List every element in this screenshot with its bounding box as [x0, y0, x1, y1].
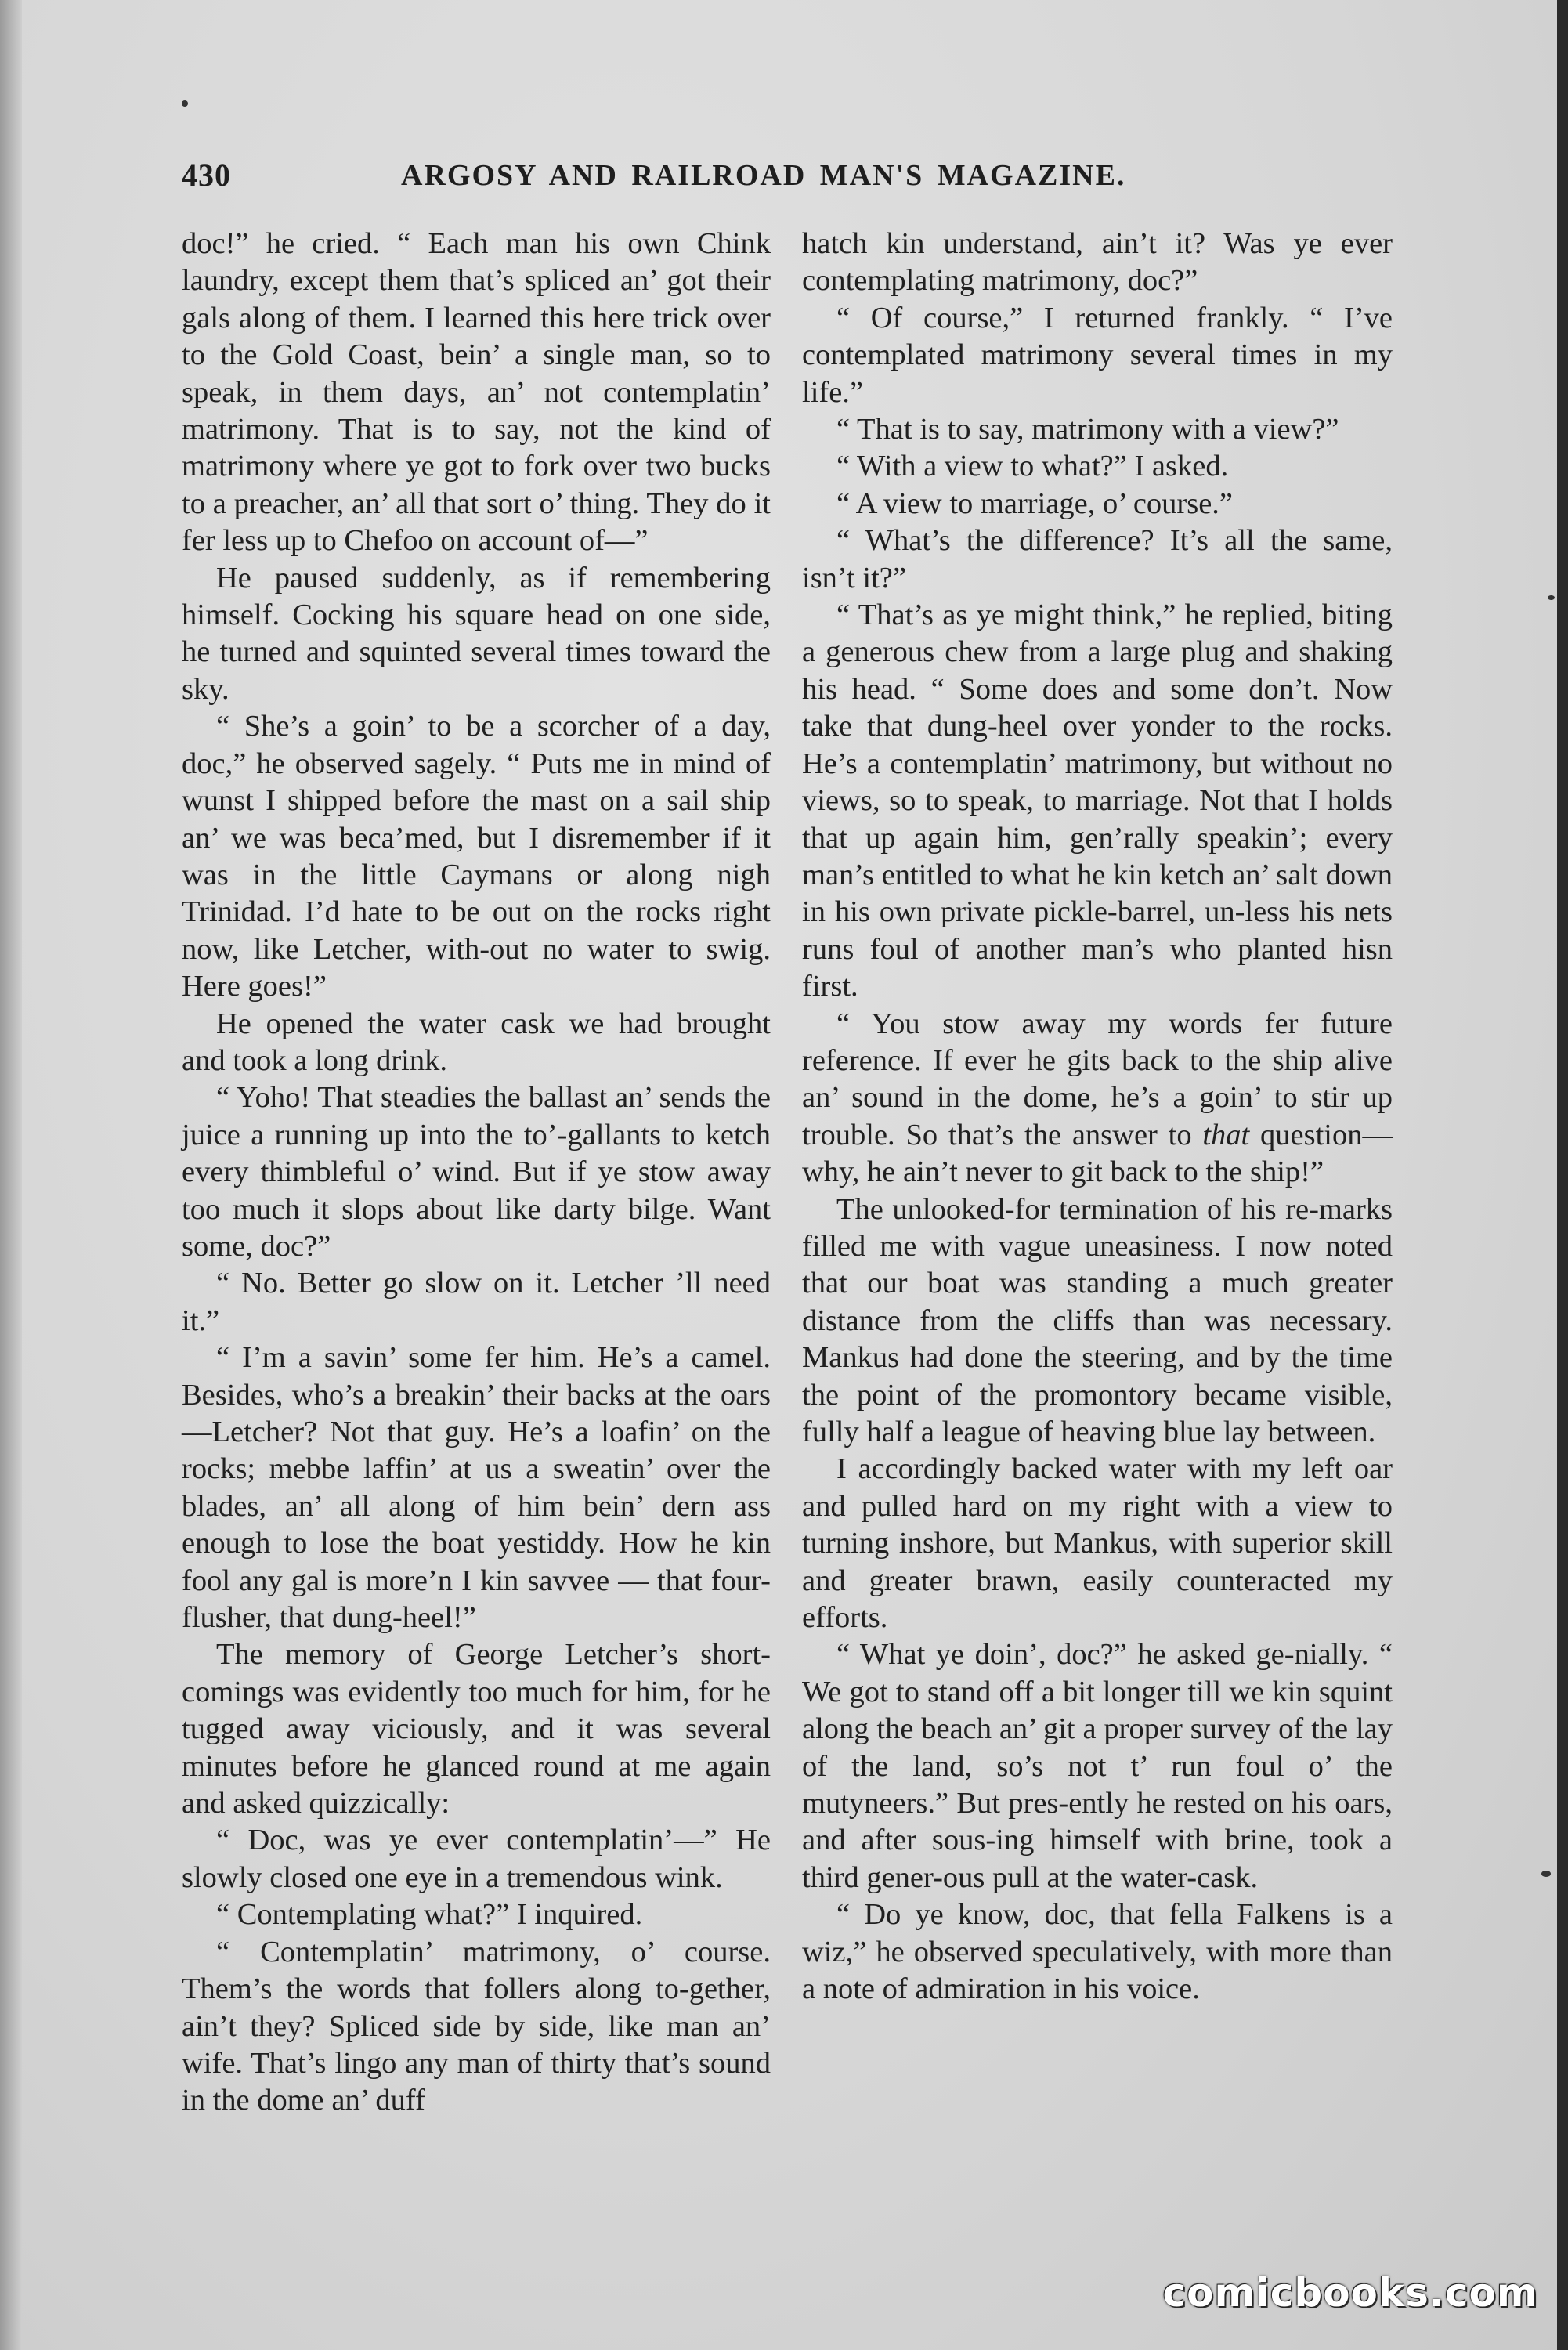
paragraph: The unlooked-for termination of his re-marks filled me with vague uneasiness. I now noted that our boat was standing a much greater distance from the cliffs than was necessary. Mankus had done the steering, and by the time the point of the promontory became visible, fully half a league of heaving blue lay between. [802, 1192, 1393, 1448]
paragraph: “ Contemplating what?” I inquired. [216, 1898, 643, 1932]
emphasized-word: that [1202, 1118, 1250, 1152]
paragraph: He opened the water cask we had brought and took a long drink. [182, 1007, 771, 1077]
ink-speck [1548, 595, 1555, 600]
paragraph: “ Do ye know, doc, that fella Falkens is a wiz,” he observed speculatively, with more than a note of admiration in his voice. [802, 1898, 1393, 2006]
paragraph: “ I’m a savin’ some fer him. He’s a camel. Besides, who’s a breakin’ their backs at the oars—Letcher? Not that guy. He’s a loafin’ on the rocks; mebbe laffin’ at us a sweatin’ over the blades, an’ all along of him bein’ dern ass enough to lose the boat yestiddy. How he kin fool any gal is more’n I kin savvee — that four-flusher, that dung-heel!” [182, 1341, 771, 1635]
watermark: comicbooks.com [1162, 2270, 1538, 2316]
paragraph: “ What ye doin’, doc?” he asked ge-nially. “ We got to stand off a bit longer till we kin squint along the beach an’ git a proper survey of the lay of the land, so’s not t’ run foul o’ the mutyneers.” But pres-ently he rested on his oars, and after sous-ing himself with brine, took a third gener-ous pull at the water-cask. [802, 1638, 1393, 1894]
paragraph: He paused suddenly, as if remembering himself. Cocking his square head on one side, he turned and squinted several times toward the sky. [182, 561, 771, 706]
running-title: ARGOSY AND RAILROAD MAN'S MAGAZINE. [401, 159, 1126, 192]
paragraph: “ Doc, was ye ever contemplatin’—” He slowly closed one eye in a tremendous wink. [182, 1824, 771, 1894]
page-right-border [1557, 0, 1568, 2350]
paragraph: “ No. Better go slow on it. Letcher ’ll need it.” [182, 1267, 771, 1337]
paragraph: “ What’s the difference? It’s all the same, isn’t it?” [802, 524, 1393, 595]
paragraph: The memory of George Letcher’s short-comings was evidently too much for him, for he tugged away viciously, and it was several minutes before he glanced round at me again and asked quizzically: [182, 1638, 771, 1820]
paragraph [802, 1006, 1393, 1191]
paragraph: “ Of course,” I returned frankly. “ I’ve contemplated matrimony several times in my life.” [802, 301, 1393, 409]
right-column [802, 226, 1393, 2008]
paragraph-text: “ You stow away my words fer future reference. If ever he gits back to the ship alive an’ sound in the dome, he’s a goin’ to stir up trouble. So that’s the answer to [802, 1007, 1393, 1152]
paragraph: doc!” he cried. “ Each man his own Chink laundry, except them that’s spliced an’ got their gals along of them. I learned this here trick over to the Gold Coast, bein’ a single man, so to speak, in them days, an’ not contemplatin’ matrimony. That is to say, not the kind of matrimony where ye got to fork over two bucks to a preacher, an’ all that sort o’ thing. They do it fer less up to Chefoo on account of—” [182, 227, 771, 558]
paragraph: “ With a view to what?” I asked. [836, 450, 1229, 483]
paragraph: hatch kin understand, ain’t it? Was ye ever contemplating matrimony, doc?” [802, 227, 1393, 298]
paragraph: I accordingly backed water with my left oar and pulled hard on my right with a view to turning inshore, but Mankus, with superior skill and greater brawn, easily counteracted my efforts. [802, 1452, 1393, 1635]
paragraph: “ Contemplatin’ matrimony, o’ course. Them’s the words that follers along to-gether, ain’t they? Spliced side by side, like man an’ wife. That’s lingo any man of thirty that’s sound in the dome an’ duff [182, 1935, 771, 2117]
paragraph: “ She’s a goin’ to be a scorcher of a day, doc,” he observed sagely. “ Puts me in mind of wunst I shipped before the mast on a sail ship an’ we was beca’med, but I disremember if it was in the little Caymans or along nigh Trinidad. I’d hate to be out on the rocks right now, like Letcher, with-out no water to swig. Here goes!” [182, 710, 771, 1003]
page-header [182, 157, 1388, 204]
page-binding-edge [0, 0, 22, 2350]
paragraph: “ A view to marriage, o’ course.” [836, 486, 1234, 520]
paragraph-text: question—why, he ain’t never to git back to the ship!” [802, 1118, 1393, 1189]
paragraph: “ Yoho! That steadies the ballast an’ sends the juice a running up into the to’-gallants to ketch every thimbleful o’ wind. But if ye stow away too much it slops about like darty bilge. Want some, doc?” [182, 1081, 771, 1263]
paragraph: “ That’s as ye might think,” he replied, biting a generous chew from a large plug and shaking his head. “ Some does and some don’t. Now take that dung-heel over yonder to the rocks. He’s a contemplatin’ matrimony, but without no views, so to speak, to marriage. Not that I holds that up again him, gen’rally speakin’; every man’s entitled to what he kin ketch an’ salt down in his own private pickle-barrel, un-less his nets runs foul of another man’s who planted hisn first. [802, 598, 1393, 1003]
left-column [182, 226, 771, 2120]
ink-speck [182, 100, 188, 107]
paragraph: “ That is to say, matrimony with a view?” [836, 413, 1339, 446]
page-number: 430 [182, 157, 231, 193]
ink-speck [1541, 1871, 1551, 1877]
